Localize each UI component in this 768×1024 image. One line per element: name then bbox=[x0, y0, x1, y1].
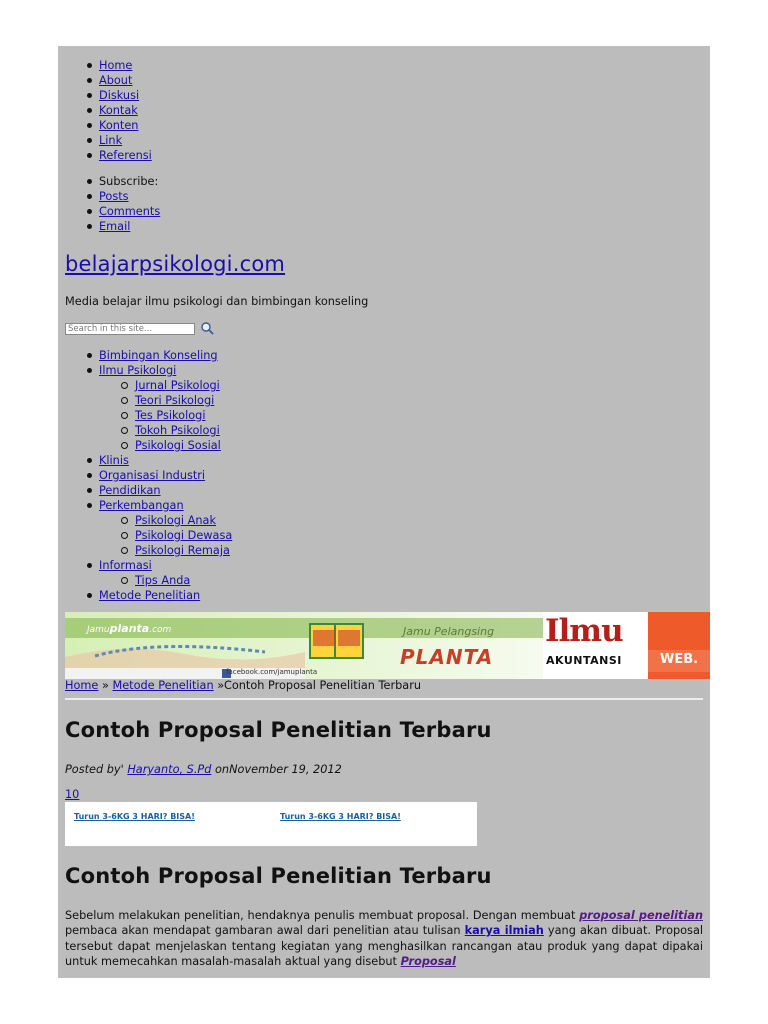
category-link[interactable]: Informasi bbox=[99, 559, 152, 572]
subcategory-link[interactable]: Psikologi Dewasa bbox=[135, 529, 233, 542]
category-link[interactable]: Bimbingan Konseling bbox=[99, 349, 218, 362]
subcategory-link[interactable]: Tes Psikologi bbox=[135, 409, 206, 422]
subscribe-email[interactable] bbox=[86, 219, 160, 234]
nav-link[interactable]: Referensi bbox=[99, 149, 152, 162]
search-icon[interactable] bbox=[200, 321, 214, 335]
subscribe-link[interactable]: Comments bbox=[99, 205, 161, 218]
breadcrumb-current: Contoh Proposal Penelitian Terbaru bbox=[223, 679, 421, 692]
category-link[interactable]: Ilmu Psikologi bbox=[99, 364, 177, 377]
banner-brand bbox=[87, 622, 171, 635]
subcategory-item[interactable] bbox=[86, 513, 232, 528]
subcategory-link[interactable]: Tips Anda bbox=[135, 574, 191, 587]
subscribe-posts[interactable] bbox=[86, 189, 160, 204]
subscribe-comments[interactable] bbox=[86, 204, 160, 219]
category-item[interactable] bbox=[86, 558, 232, 573]
nav-link[interactable]: Link bbox=[99, 134, 123, 147]
divider bbox=[65, 698, 703, 700]
banner-ad[interactable] bbox=[65, 612, 710, 679]
primary-nav bbox=[86, 58, 152, 163]
breadcrumb-home[interactable]: Home bbox=[65, 679, 99, 692]
subcategory-item[interactable] bbox=[86, 393, 232, 408]
nav-item-kontak[interactable] bbox=[86, 103, 152, 118]
subcategory-link[interactable]: Jurnal Psikologi bbox=[135, 379, 220, 392]
category-item[interactable] bbox=[86, 498, 232, 513]
subcategory-link[interactable]: Psikologi Remaja bbox=[135, 544, 230, 557]
nav-item-about[interactable] bbox=[86, 73, 152, 88]
subscribe-list bbox=[86, 174, 160, 234]
subcategory-link[interactable]: Psikologi Sosial bbox=[135, 439, 221, 452]
subscribe-label bbox=[86, 174, 160, 189]
subcategory-item[interactable] bbox=[86, 438, 232, 453]
body-text: pembaca akan mendapat gambaran awal dari penelitian atau tulisan bbox=[65, 924, 465, 938]
search-input[interactable] bbox=[65, 323, 195, 335]
nav-link[interactable]: About bbox=[99, 74, 133, 87]
category-link[interactable]: Organisasi Industri bbox=[99, 469, 206, 482]
category-link[interactable]: Perkembangan bbox=[99, 499, 184, 512]
banner-web: WEB. bbox=[660, 652, 699, 667]
category-item[interactable] bbox=[86, 363, 232, 378]
text-ad-link[interactable]: Turun 3-6KG 3 HARI? BISA! bbox=[280, 812, 401, 821]
subscribe-link[interactable]: Posts bbox=[99, 190, 129, 203]
nav-link[interactable]: Home bbox=[99, 59, 133, 72]
subcategory-link[interactable]: Tokoh Psikologi bbox=[135, 424, 220, 437]
post-date: November 19, 2012 bbox=[229, 763, 342, 776]
nav-item-referensi[interactable] bbox=[86, 148, 152, 163]
nav-link[interactable]: Konten bbox=[99, 119, 139, 132]
breadcrumb-separator: » bbox=[98, 679, 113, 692]
breadcrumb-separator: » bbox=[213, 679, 224, 692]
subcategory-link[interactable]: Teori Psikologi bbox=[135, 394, 215, 407]
subcategory-item[interactable] bbox=[86, 573, 232, 588]
category-item[interactable] bbox=[86, 468, 232, 483]
body-text: yang akan dibuat. Proposal tersebut dapat menjelaskan tentang kegiatan yang menghasilkan rancangan atau produk yang dapat dipakai untuk memecahkan masalah-masalah aktual yang disebut bbox=[65, 924, 704, 969]
banner-brand-c: .com bbox=[149, 625, 172, 635]
banner-facebook: facebook.com/jamuplanta bbox=[226, 668, 318, 676]
nav-item-home[interactable] bbox=[86, 58, 152, 73]
subcategory-item[interactable] bbox=[86, 543, 232, 558]
category-link[interactable]: Klinis bbox=[99, 454, 129, 467]
karya-ilmiah-link[interactable]: karya ilmiah bbox=[464, 924, 544, 938]
nav-link[interactable]: Diskusi bbox=[99, 89, 140, 102]
category-link[interactable]: Metode Penelitian bbox=[99, 589, 201, 602]
post-meta bbox=[65, 763, 342, 776]
subcategory-item[interactable] bbox=[86, 378, 232, 393]
category-item[interactable] bbox=[86, 483, 232, 498]
subcategory-item[interactable] bbox=[86, 408, 232, 423]
proposal-link[interactable]: Proposal bbox=[400, 955, 456, 969]
post-title: Contoh Proposal Penelitian Terbaru bbox=[65, 718, 492, 742]
category-item[interactable] bbox=[86, 348, 232, 363]
posted-by-label: Posted by' bbox=[65, 763, 128, 776]
body-text: Sebelum melakukan penelitian, hendaknya penulis membuat proposal. Dengan membuat bbox=[65, 909, 580, 922]
category-link[interactable]: Pendidikan bbox=[99, 484, 161, 497]
nav-item-link[interactable] bbox=[86, 133, 152, 148]
banner-akuntansi: AKUNTANSI bbox=[546, 654, 622, 667]
article-heading: Contoh Proposal Penelitian Terbaru bbox=[65, 864, 492, 888]
post-on-label: on bbox=[211, 763, 230, 776]
comment-count-link[interactable]: 10 bbox=[65, 788, 80, 801]
subscribe-link[interactable]: Email bbox=[99, 220, 131, 233]
article-body bbox=[65, 908, 703, 970]
banner-ilmu: Ilmu bbox=[545, 613, 623, 649]
site-tagline: Media belajar ilmu psikologi dan bimbingan konseling bbox=[65, 295, 369, 308]
page bbox=[58, 46, 710, 978]
breadcrumb bbox=[65, 679, 421, 692]
banner-tagline: Jamu Pelangsing bbox=[403, 625, 495, 638]
subcategory-item[interactable] bbox=[86, 528, 232, 543]
breadcrumb-section[interactable]: Metode Penelitian bbox=[112, 679, 214, 692]
banner-product: PLANTA bbox=[400, 645, 494, 669]
category-nav bbox=[86, 348, 232, 603]
subcategory-link[interactable]: Psikologi Anak bbox=[135, 514, 216, 527]
subcategory-item[interactable] bbox=[86, 423, 232, 438]
text-ad-link[interactable]: Turun 3-6KG 3 HARI? BISA! bbox=[74, 812, 195, 821]
nav-item-konten[interactable] bbox=[86, 118, 152, 133]
nav-item-diskusi[interactable] bbox=[86, 88, 152, 103]
site-title[interactable]: belajarpsikologi.com bbox=[65, 252, 286, 276]
proposal-penelitian-link[interactable]: proposal penelitian bbox=[579, 909, 703, 922]
banner-brand-a: Jamu bbox=[87, 625, 110, 635]
post-author-link[interactable]: Haryanto, S.Pd bbox=[127, 763, 212, 776]
category-item[interactable] bbox=[86, 453, 232, 468]
nav-link[interactable]: Kontak bbox=[99, 104, 138, 117]
subscribe-label-text: Subscribe: bbox=[99, 175, 159, 188]
banner-brand-b: planta bbox=[109, 622, 150, 635]
text-ad-box bbox=[65, 802, 477, 846]
category-item[interactable] bbox=[86, 588, 232, 603]
